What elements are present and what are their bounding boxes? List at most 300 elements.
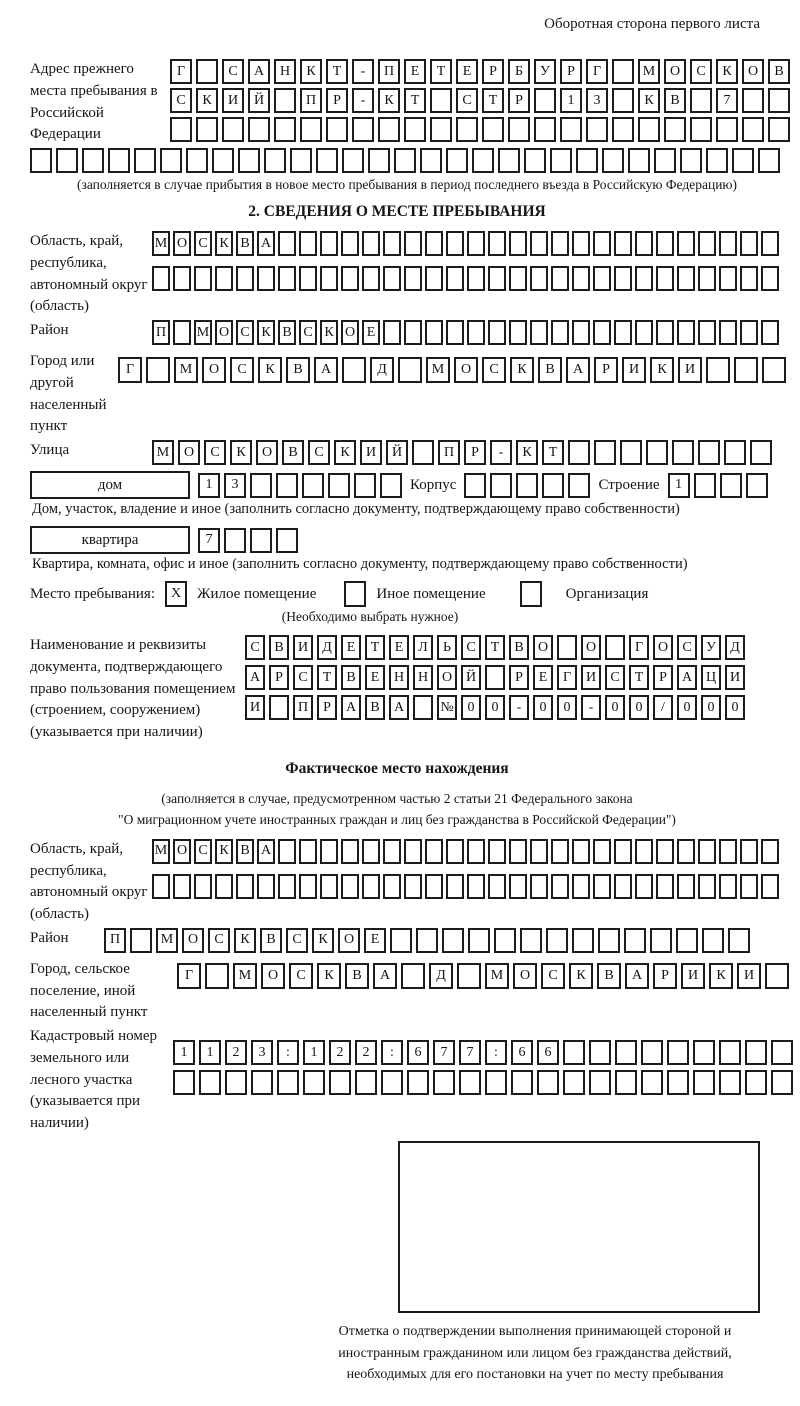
- char-cell[interactable]: [425, 839, 443, 864]
- char-cell[interactable]: [299, 874, 317, 899]
- char-cell[interactable]: О: [581, 635, 601, 660]
- char-cell[interactable]: В: [597, 963, 621, 989]
- char-cell[interactable]: 7: [716, 88, 738, 113]
- char-cell[interactable]: Д: [317, 635, 337, 660]
- char-cell[interactable]: [498, 148, 520, 173]
- char-cell[interactable]: [656, 874, 674, 899]
- char-cell[interactable]: [740, 231, 758, 256]
- char-cell[interactable]: [602, 148, 624, 173]
- char-cell[interactable]: [341, 874, 359, 899]
- char-cell[interactable]: 0: [605, 695, 625, 720]
- char-cell[interactable]: [225, 1070, 247, 1095]
- char-cell[interactable]: [530, 874, 548, 899]
- char-cell[interactable]: О: [215, 320, 233, 345]
- char-cell[interactable]: [362, 874, 380, 899]
- char-cell[interactable]: С: [289, 963, 313, 989]
- char-cell[interactable]: В: [509, 635, 529, 660]
- char-cell[interactable]: С: [690, 59, 712, 84]
- char-cell[interactable]: Е: [456, 59, 478, 84]
- char-cell[interactable]: Ц: [701, 665, 721, 690]
- char-cell[interactable]: С: [208, 928, 230, 953]
- char-cell[interactable]: [511, 1070, 533, 1095]
- char-cell[interactable]: [509, 839, 527, 864]
- char-cell[interactable]: А: [245, 665, 265, 690]
- char-cell[interactable]: [572, 928, 594, 953]
- char-cell[interactable]: [467, 266, 485, 291]
- char-cell[interactable]: [593, 266, 611, 291]
- char-cell[interactable]: [299, 231, 317, 256]
- char-cell[interactable]: Е: [362, 320, 380, 345]
- char-cell[interactable]: С: [605, 665, 625, 690]
- char-cell[interactable]: [614, 839, 632, 864]
- char-cell[interactable]: [488, 266, 506, 291]
- char-cell[interactable]: Т: [482, 88, 504, 113]
- char-cell[interactable]: [706, 357, 730, 383]
- char-cell[interactable]: Т: [542, 440, 564, 465]
- char-cell[interactable]: [467, 320, 485, 345]
- char-cell[interactable]: [368, 148, 390, 173]
- char-cell[interactable]: П: [104, 928, 126, 953]
- char-cell[interactable]: -: [490, 440, 512, 465]
- char-cell[interactable]: Е: [364, 928, 386, 953]
- char-cell[interactable]: [719, 874, 737, 899]
- char-cell[interactable]: [416, 928, 438, 953]
- char-cell[interactable]: [341, 839, 359, 864]
- char-cell[interactable]: [728, 928, 750, 953]
- char-cell[interactable]: [635, 231, 653, 256]
- char-cell[interactable]: [290, 148, 312, 173]
- char-cell[interactable]: -: [352, 88, 374, 113]
- char-cell[interactable]: [251, 1070, 273, 1095]
- char-cell[interactable]: [771, 1040, 793, 1065]
- char-cell[interactable]: В: [768, 59, 790, 84]
- char-cell[interactable]: [586, 117, 608, 142]
- char-cell[interactable]: О: [742, 59, 764, 84]
- char-cell[interactable]: [494, 928, 516, 953]
- char-cell[interactable]: [702, 928, 724, 953]
- char-cell[interactable]: 0: [677, 695, 697, 720]
- char-cell[interactable]: [488, 231, 506, 256]
- char-cell[interactable]: М: [485, 963, 509, 989]
- char-cell[interactable]: 1: [560, 88, 582, 113]
- char-cell[interactable]: [383, 839, 401, 864]
- char-cell[interactable]: [516, 473, 538, 498]
- char-cell[interactable]: [746, 473, 768, 498]
- char-cell[interactable]: [328, 473, 350, 498]
- char-cell[interactable]: С: [677, 635, 697, 660]
- char-cell[interactable]: [530, 320, 548, 345]
- char-cell[interactable]: [667, 1070, 689, 1095]
- char-cell[interactable]: [425, 231, 443, 256]
- char-cell[interactable]: [568, 440, 590, 465]
- char-cell[interactable]: [354, 473, 376, 498]
- char-cell[interactable]: [278, 874, 296, 899]
- char-cell[interactable]: [740, 320, 758, 345]
- char-cell[interactable]: [425, 320, 443, 345]
- char-cell[interactable]: К: [258, 357, 282, 383]
- char-cell[interactable]: [82, 148, 104, 173]
- char-cell[interactable]: Р: [653, 665, 673, 690]
- char-cell[interactable]: [362, 231, 380, 256]
- char-cell[interactable]: [152, 874, 170, 899]
- char-cell[interactable]: [614, 266, 632, 291]
- char-cell[interactable]: [173, 1070, 195, 1095]
- char-cell[interactable]: [236, 266, 254, 291]
- char-cell[interactable]: [761, 874, 779, 899]
- char-cell[interactable]: С: [230, 357, 254, 383]
- char-cell[interactable]: С: [222, 59, 244, 84]
- char-cell[interactable]: К: [378, 88, 400, 113]
- char-cell[interactable]: [194, 874, 212, 899]
- char-cell[interactable]: О: [533, 635, 553, 660]
- char-cell[interactable]: [186, 148, 208, 173]
- char-cell[interactable]: [612, 59, 634, 84]
- char-cell[interactable]: [152, 266, 170, 291]
- char-cell[interactable]: А: [341, 695, 361, 720]
- char-cell[interactable]: [534, 88, 556, 113]
- char-cell[interactable]: [490, 473, 512, 498]
- char-cell[interactable]: Н: [389, 665, 409, 690]
- char-cell[interactable]: Н: [413, 665, 433, 690]
- char-cell[interactable]: -: [581, 695, 601, 720]
- char-cell[interactable]: О: [261, 963, 285, 989]
- char-cell[interactable]: [768, 88, 790, 113]
- char-cell[interactable]: [467, 874, 485, 899]
- char-cell[interactable]: В: [341, 665, 361, 690]
- char-cell[interactable]: [654, 148, 676, 173]
- char-cell[interactable]: [732, 148, 754, 173]
- char-cell[interactable]: М: [156, 928, 178, 953]
- char-cell[interactable]: [194, 266, 212, 291]
- char-cell[interactable]: [593, 874, 611, 899]
- char-cell[interactable]: [215, 266, 233, 291]
- char-cell[interactable]: [278, 231, 296, 256]
- char-cell[interactable]: [593, 839, 611, 864]
- char-cell[interactable]: Р: [560, 59, 582, 84]
- char-cell[interactable]: И: [222, 88, 244, 113]
- char-cell[interactable]: 7: [459, 1040, 481, 1065]
- char-cell[interactable]: [698, 874, 716, 899]
- char-cell[interactable]: [134, 148, 156, 173]
- char-cell[interactable]: [745, 1040, 767, 1065]
- char-cell[interactable]: [199, 1070, 221, 1095]
- char-cell[interactable]: Т: [404, 88, 426, 113]
- char-cell[interactable]: [698, 440, 720, 465]
- char-cell[interactable]: [442, 928, 464, 953]
- char-cell[interactable]: Л: [413, 635, 433, 660]
- char-cell[interactable]: [456, 117, 478, 142]
- char-cell[interactable]: П: [300, 88, 322, 113]
- char-cell[interactable]: [488, 320, 506, 345]
- char-cell[interactable]: [407, 1070, 429, 1095]
- char-cell[interactable]: С: [286, 928, 308, 953]
- char-cell[interactable]: [248, 117, 270, 142]
- char-cell[interactable]: [238, 148, 260, 173]
- char-cell[interactable]: [215, 874, 233, 899]
- char-cell[interactable]: К: [510, 357, 534, 383]
- char-cell[interactable]: 0: [725, 695, 745, 720]
- char-cell[interactable]: [598, 928, 620, 953]
- char-cell[interactable]: М: [426, 357, 450, 383]
- char-cell[interactable]: [467, 839, 485, 864]
- char-cell[interactable]: [534, 117, 556, 142]
- char-cell[interactable]: [404, 839, 422, 864]
- char-cell[interactable]: [719, 839, 737, 864]
- char-cell[interactable]: [457, 963, 481, 989]
- char-cell[interactable]: [320, 874, 338, 899]
- char-cell[interactable]: Р: [508, 88, 530, 113]
- char-cell[interactable]: [638, 117, 660, 142]
- char-cell[interactable]: [404, 266, 422, 291]
- char-cell[interactable]: [355, 1070, 377, 1095]
- char-cell[interactable]: [390, 928, 412, 953]
- char-cell[interactable]: [56, 148, 78, 173]
- char-cell[interactable]: [425, 266, 443, 291]
- char-cell[interactable]: [196, 117, 218, 142]
- char-cell[interactable]: [329, 1070, 351, 1095]
- char-cell[interactable]: И: [245, 695, 265, 720]
- char-cell[interactable]: [698, 839, 716, 864]
- char-cell[interactable]: О: [182, 928, 204, 953]
- char-cell[interactable]: Ь: [437, 635, 457, 660]
- char-cell[interactable]: В: [236, 839, 254, 864]
- char-cell[interactable]: [740, 839, 758, 864]
- char-cell[interactable]: [509, 874, 527, 899]
- char-cell[interactable]: [563, 1070, 585, 1095]
- char-cell[interactable]: [690, 88, 712, 113]
- char-cell[interactable]: М: [194, 320, 212, 345]
- char-cell[interactable]: [320, 839, 338, 864]
- char-cell[interactable]: [196, 59, 218, 84]
- apartment-field[interactable]: квартира: [30, 526, 190, 554]
- char-cell[interactable]: [430, 88, 452, 113]
- char-cell[interactable]: К: [638, 88, 660, 113]
- char-cell[interactable]: К: [709, 963, 733, 989]
- char-cell[interactable]: [551, 320, 569, 345]
- char-cell[interactable]: К: [320, 320, 338, 345]
- char-cell[interactable]: [250, 528, 272, 553]
- char-cell[interactable]: [664, 117, 686, 142]
- char-cell[interactable]: К: [716, 59, 738, 84]
- char-cell[interactable]: Г: [177, 963, 201, 989]
- char-cell[interactable]: К: [215, 839, 233, 864]
- char-cell[interactable]: [698, 231, 716, 256]
- char-cell[interactable]: [620, 440, 642, 465]
- char-cell[interactable]: [302, 473, 324, 498]
- char-cell[interactable]: [560, 117, 582, 142]
- char-cell[interactable]: 0: [533, 695, 553, 720]
- char-cell[interactable]: 1: [173, 1040, 195, 1065]
- char-cell[interactable]: К: [234, 928, 256, 953]
- char-cell[interactable]: [719, 231, 737, 256]
- char-cell[interactable]: [572, 266, 590, 291]
- char-cell[interactable]: [762, 357, 786, 383]
- char-cell[interactable]: П: [293, 695, 313, 720]
- char-cell[interactable]: [160, 148, 182, 173]
- char-cell[interactable]: Е: [404, 59, 426, 84]
- char-cell[interactable]: А: [566, 357, 590, 383]
- char-cell[interactable]: [694, 473, 716, 498]
- char-cell[interactable]: [341, 231, 359, 256]
- char-cell[interactable]: [734, 357, 758, 383]
- char-cell[interactable]: Й: [461, 665, 481, 690]
- char-cell[interactable]: [420, 148, 442, 173]
- char-cell[interactable]: [593, 231, 611, 256]
- char-cell[interactable]: [464, 473, 486, 498]
- char-cell[interactable]: [594, 440, 616, 465]
- char-cell[interactable]: [572, 231, 590, 256]
- char-cell[interactable]: 7: [198, 528, 220, 553]
- char-cell[interactable]: [646, 440, 668, 465]
- char-cell[interactable]: [278, 266, 296, 291]
- char-cell[interactable]: [362, 266, 380, 291]
- char-cell[interactable]: [383, 320, 401, 345]
- char-cell[interactable]: [635, 320, 653, 345]
- char-cell[interactable]: [250, 473, 272, 498]
- char-cell[interactable]: 0: [485, 695, 505, 720]
- char-cell[interactable]: [589, 1040, 611, 1065]
- char-cell[interactable]: К: [300, 59, 322, 84]
- char-cell[interactable]: [446, 839, 464, 864]
- char-cell[interactable]: [761, 320, 779, 345]
- char-cell[interactable]: [383, 874, 401, 899]
- char-cell[interactable]: У: [701, 635, 721, 660]
- char-cell[interactable]: [641, 1070, 663, 1095]
- char-cell[interactable]: [488, 839, 506, 864]
- char-cell[interactable]: [612, 88, 634, 113]
- char-cell[interactable]: 6: [407, 1040, 429, 1065]
- char-cell[interactable]: А: [677, 665, 697, 690]
- char-cell[interactable]: О: [202, 357, 226, 383]
- char-cell[interactable]: А: [314, 357, 338, 383]
- char-cell[interactable]: О: [178, 440, 200, 465]
- char-cell[interactable]: Г: [118, 357, 142, 383]
- char-cell[interactable]: [550, 148, 572, 173]
- char-cell[interactable]: [299, 266, 317, 291]
- char-cell[interactable]: Е: [365, 665, 385, 690]
- char-cell[interactable]: [677, 874, 695, 899]
- char-cell[interactable]: С: [194, 231, 212, 256]
- char-cell[interactable]: [224, 528, 246, 553]
- char-cell[interactable]: [742, 117, 764, 142]
- char-cell[interactable]: [257, 266, 275, 291]
- char-cell[interactable]: О: [664, 59, 686, 84]
- char-cell[interactable]: Й: [386, 440, 408, 465]
- char-cell[interactable]: [656, 320, 674, 345]
- char-cell[interactable]: [635, 266, 653, 291]
- char-cell[interactable]: [635, 839, 653, 864]
- char-cell[interactable]: [326, 117, 348, 142]
- char-cell[interactable]: С: [541, 963, 565, 989]
- char-cell[interactable]: [130, 928, 152, 953]
- char-cell[interactable]: К: [312, 928, 334, 953]
- char-cell[interactable]: [546, 928, 568, 953]
- char-cell[interactable]: [467, 231, 485, 256]
- char-cell[interactable]: [628, 148, 650, 173]
- checkbox-organization[interactable]: [520, 581, 542, 607]
- char-cell[interactable]: [257, 874, 275, 899]
- char-cell[interactable]: [170, 117, 192, 142]
- char-cell[interactable]: О: [256, 440, 278, 465]
- char-cell[interactable]: Р: [326, 88, 348, 113]
- char-cell[interactable]: [459, 1070, 481, 1095]
- char-cell[interactable]: [383, 231, 401, 256]
- char-cell[interactable]: [264, 148, 286, 173]
- char-cell[interactable]: [378, 117, 400, 142]
- char-cell[interactable]: Е: [533, 665, 553, 690]
- char-cell[interactable]: [720, 473, 742, 498]
- char-cell[interactable]: [274, 117, 296, 142]
- char-cell[interactable]: [740, 874, 758, 899]
- char-cell[interactable]: [740, 266, 758, 291]
- char-cell[interactable]: А: [389, 695, 409, 720]
- char-cell[interactable]: А: [373, 963, 397, 989]
- checkbox-residential[interactable]: X: [165, 581, 187, 607]
- char-cell[interactable]: О: [437, 665, 457, 690]
- char-cell[interactable]: [509, 231, 527, 256]
- char-cell[interactable]: И: [360, 440, 382, 465]
- char-cell[interactable]: :: [277, 1040, 299, 1065]
- char-cell[interactable]: М: [638, 59, 660, 84]
- char-cell[interactable]: С: [245, 635, 265, 660]
- char-cell[interactable]: 0: [629, 695, 649, 720]
- char-cell[interactable]: С: [461, 635, 481, 660]
- char-cell[interactable]: [468, 928, 490, 953]
- char-cell[interactable]: [488, 874, 506, 899]
- char-cell[interactable]: И: [581, 665, 601, 690]
- char-cell[interactable]: [222, 117, 244, 142]
- char-cell[interactable]: В: [269, 635, 289, 660]
- char-cell[interactable]: [362, 839, 380, 864]
- char-cell[interactable]: С: [170, 88, 192, 113]
- char-cell[interactable]: Е: [389, 635, 409, 660]
- char-cell[interactable]: К: [569, 963, 593, 989]
- char-cell[interactable]: [446, 148, 468, 173]
- char-cell[interactable]: [341, 266, 359, 291]
- char-cell[interactable]: [742, 88, 764, 113]
- char-cell[interactable]: У: [534, 59, 556, 84]
- char-cell[interactable]: [342, 148, 364, 173]
- char-cell[interactable]: О: [338, 928, 360, 953]
- char-cell[interactable]: В: [282, 440, 304, 465]
- char-cell[interactable]: [430, 117, 452, 142]
- char-cell[interactable]: К: [650, 357, 674, 383]
- char-cell[interactable]: [146, 357, 170, 383]
- char-cell[interactable]: В: [278, 320, 296, 345]
- char-cell[interactable]: К: [516, 440, 538, 465]
- char-cell[interactable]: [551, 839, 569, 864]
- char-cell[interactable]: П: [438, 440, 460, 465]
- char-cell[interactable]: [765, 963, 789, 989]
- char-cell[interactable]: Р: [482, 59, 504, 84]
- char-cell[interactable]: Г: [557, 665, 577, 690]
- char-cell[interactable]: [276, 473, 298, 498]
- char-cell[interactable]: [277, 1070, 299, 1095]
- char-cell[interactable]: [563, 1040, 585, 1065]
- char-cell[interactable]: Е: [341, 635, 361, 660]
- char-cell[interactable]: [677, 320, 695, 345]
- char-cell[interactable]: [524, 148, 546, 173]
- char-cell[interactable]: М: [152, 231, 170, 256]
- char-cell[interactable]: [482, 117, 504, 142]
- char-cell[interactable]: [724, 440, 746, 465]
- char-cell[interactable]: Т: [430, 59, 452, 84]
- char-cell[interactable]: [761, 231, 779, 256]
- char-cell[interactable]: Д: [429, 963, 453, 989]
- char-cell[interactable]: [173, 320, 191, 345]
- char-cell[interactable]: [401, 963, 425, 989]
- char-cell[interactable]: М: [152, 839, 170, 864]
